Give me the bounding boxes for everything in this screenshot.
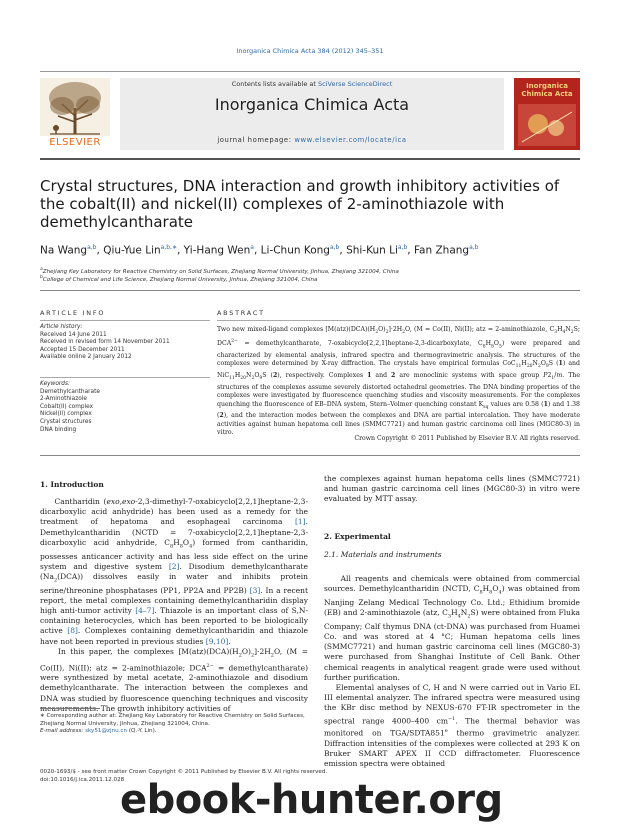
history-item: Received in revised form 14 November 2011 <box>40 339 170 346</box>
author-affil[interactable]: a <box>250 244 254 251</box>
homepage-prefix: journal homepage: <box>217 136 295 144</box>
subsection-heading: 2.1. Materials and instruments <box>324 550 442 559</box>
history-item: Received 14 June 2011 <box>40 331 107 338</box>
journal-citation[interactable]: Inorganica Chimica Acta 384 (2012) 345–351 <box>236 47 384 55</box>
divider <box>40 455 580 456</box>
history-item: Available online 2 January 2012 <box>40 354 132 361</box>
history-label: Article history: <box>40 324 83 330</box>
divider <box>217 320 580 321</box>
author-affil[interactable]: a,b <box>329 244 340 251</box>
affiliation-a-text: Zhejiang Key Laboratory for Reactive Chemistry on Solid Surfaces, Zhejiang Normal University, Jinhua, Zhejiang 321004, China <box>42 268 399 275</box>
introduction-continued: the complexes against human hepatoma cells lines (SMMC7721) and human gastric carcinoma cell lines (MGC80-3) in vitro were evaluated by MTT assay. <box>324 474 580 504</box>
email-suffix: (Q.-Y. Lin). <box>127 728 157 734</box>
contents-prefix: Contents lists available at <box>231 80 319 88</box>
affiliation-b: $^b$College of Chemical and Life Science, Zhejiang Normal University, Jinhua, Zhejiang 321004, China <box>40 275 318 283</box>
author-affil[interactable]: a,b <box>469 244 479 251</box>
author[interactable]: Li-Chun Kong <box>260 244 330 257</box>
affiliation-b-text: College of Chemical and Life Science, Zhejiang Normal University, Jinhua, Zhejiang 321004, China <box>42 276 318 283</box>
author-list: Na Wang$^{a,b}$, Qiu-Yue Lin$^{a,b,∗}$, Yi-Hang Wen$^a$, Li-Chun Kong$^{a,b}$, Shi-Kun Li$^{a,b}$, Fan Zhang$^{a,b}$ <box>40 244 479 257</box>
affiliation-a: $^a$Zhejiang Key Laboratory for Reactive Chemistry on Solid Surfaces, Zhejiang Normal University, Jinhua, Zhejiang 321004, China <box>40 267 399 275</box>
section-heading: 2. Experimental <box>324 532 391 541</box>
history-item: Accepted 15 December 2011 <box>40 346 125 353</box>
homepage-line <box>120 136 504 144</box>
keyword: Crystal structures <box>40 418 92 425</box>
homepage-link[interactable]: www.elsevier.com/locate/ica <box>294 136 407 144</box>
article-info-heading: ARTICLE INFO <box>40 309 106 317</box>
keyword: DNA binding <box>40 426 77 433</box>
keyword: Nickel(II) complex <box>40 411 92 418</box>
keyword: Cobalt(II) complex <box>40 403 94 410</box>
doi-link[interactable]: doi:10.1016/j.ica.2011.12.028 <box>40 776 125 783</box>
introduction-body: Cantharidin (exo,exo-2,3-dimethyl-7-oxabicyclo[2,2,1]heptane-2,3-dicarboxylic acid anhydride) has been used as a remedy for the treatment of hepatoma and esophageal carcinoma [1]. Demethylcantharidin (NCTD = 7-oxabicyclo[2,2,1]heptane-2,3-dicarboxylic acid anhydride, $C_8H_8O_4$) formed from cantharidin, possesses anticancer activity and has less side effect on the urine system and digestive system [2]. Disodium demethylcantharate $(Na_2(DCA))$ dissolves easily in water and inhibits protein serine/threonine phosphatases (PP1, PP2A and PP2B) [3]. In a recent report, the metal complexes containing demethylcantharidin display high anti-tumor activity [4–7]. Thiazole is an important class of S,N-containing heterocycles, which has been reported to be biologically active [8]. Complexes containing demethylcantharidin and thiazole have not been reported in previous studies [9,10]. In this paper, the complexes $[M(atz)(DCA)(H_2O)_2]\cdot 2H_2O$, (M = Co(II), Ni(II); atz = 2-aminothiazole; $DCA^{2-}$ = demethylcantharate) were synthesized by metal acetate, 2-aminothiazole and disodium demethylcantharate. The interaction between the complexes and DNA was studied by fluorescence quenching techniques and viscosity measurements. The growth inhibitory activities of <box>40 497 309 713</box>
cover-artwork-icon <box>518 104 576 146</box>
footnote <box>40 713 310 736</box>
watermark: ebook-hunter.org <box>120 777 503 823</box>
author[interactable]: Na Wang <box>40 244 88 257</box>
keywords-label: Keywords: <box>40 381 70 387</box>
sciencedirect-link[interactable]: SciVerse ScienceDirect <box>318 80 393 88</box>
keyword: 2-Aminothiazole <box>40 396 87 403</box>
divider <box>40 290 580 291</box>
materials-body: All reagents and chemicals were obtained from commercial sources. Demethylcantharidin (NCTD, $C_8H_8O_4$) was obtained from Nanjing Zelang Medical Technology Co. Ltd.; Ethidium bromide (EB) and 2-aminothiazole (atz, $C_3H_4N_2S$) were obtained from Fluka Company; Calf thymus DNA (ct-DNA) was purchased from Huamei Co. and was stored at 4 °C; Human hepatoma cells lines (SMMC7721) and human gastric carcinoma cell lines (MGC80-3) were purchased from Shanghai Institute of Cell Bank. Other chemical reagents in analytical reagent grade were used without further purification. Elemental analyses of C, H and N were carried out in Vario EL III elemental analyzer. The infrared spectra were measured using the KBr disc method by NEXUS-670 FT-IR spectrometer in the spectral range 4000–400 $cm^{-1}$. The thermal behavior was monitored on TGA/SDTA851e thermo gravimetric analyzer. Diffraction intensities of the complexes were collected at 293 K on Bruker SMART APEX II CCD diffractometer. Fluorescence emission spectra were obtained <box>324 574 580 769</box>
keywords <box>40 381 210 434</box>
cover-title: Inorganica Chimica Acta <box>521 82 573 98</box>
corresponding-author-note: ∗ Corresponding author at: Zhejiang Key Laboratory for Reactive Chemistry on Solid Surfaces, Zhejiang Normal University, Jinhua, Zhejiang 321004, China. <box>40 713 305 727</box>
article-title: Crystal structures, DNA interaction and growth inhibitory activities of the cobalt(II) and nickel(II) complexes of 2-aminothiazole with demethylcantharate <box>40 177 560 231</box>
section-heading: 1. Introduction <box>40 480 104 489</box>
article-history <box>40 324 210 362</box>
abstract-heading: ABSTRACT <box>217 309 265 317</box>
divider <box>40 377 210 378</box>
footnote-divider <box>40 708 100 709</box>
elsevier-wordmark: ELSEVIER <box>49 137 101 148</box>
contents-line <box>120 80 504 88</box>
keyword: Demethylcantharate <box>40 388 100 395</box>
author[interactable]: Fan Zhang <box>413 244 470 257</box>
author-affil[interactable]: a,b,∗ <box>160 244 177 251</box>
email-link[interactable]: sky51@zjnu.cn <box>85 728 128 734</box>
issn-line: 0020-1693/$ - see front matter Crown Copyright © 2011 Published by Elsevier B.V. All rights reserved. <box>40 769 328 775</box>
author-affil[interactable]: a,b <box>87 244 97 251</box>
email-label: E-mail address: <box>40 728 86 734</box>
abstract-text: Two new mixed-ligand complexes $[M(atz)(DCA)(H_2O)_2]\cdot 2H_2O$, (M = Co(II), Ni(II); atz = 2-aminothiazole, $C_3H_4N_2S$; $DCA^{2-}$ = demethylcantharate, 7-oxabicyclo[2,2,1]heptane-2,3-dicarboxylate, $C_8H_8O_5$) were prepared and characterized by elemental analysis, infrared spectra and thermogravimetric analysis. The structures of the complexes were determined by X-ray diffraction. The crystals have empirical formulas $CoC_{11}H_{20}N_2O_9S$ (1) and $NiC_{11}H_{20}N_2O_9S$ (2), respectively. Complexes 1 and 2 are monoclinic systems with space group $P2_1/m$. The structures of the complexes assume severely distorted octahedral geometries. The DNA binding properties of the complexes were investigated by fluorescence quenching studies and viscosity measurements. For the complexes quenching the fluorescence of EB–DNA system, Stern–Volmer quenching constant $K_{sq}$ values are 0.58 (1) and 1.38 (2), and the interaction modes between the complexes and DNA are partial intercalation. They have moderate activities against human hepatoma cell lines (SMMC7721) and human gastric carcinoma cell lines (MGC80-3) in vitro. <box>217 326 581 437</box>
author-affil[interactable]: a,b <box>397 244 408 251</box>
author[interactable]: Yi-Hang Wen <box>183 244 251 257</box>
author[interactable]: Shi-Kun Li <box>346 244 398 257</box>
author[interactable]: Qiu-Yue Lin <box>103 244 161 257</box>
abstract-copyright: Crown Copyright © 2011 Published by Elsevier B.V. All rights reserved. <box>354 435 580 442</box>
divider <box>40 320 210 321</box>
journal-name: Inorganica Chimica Acta <box>214 95 410 114</box>
email-line <box>40 728 310 736</box>
